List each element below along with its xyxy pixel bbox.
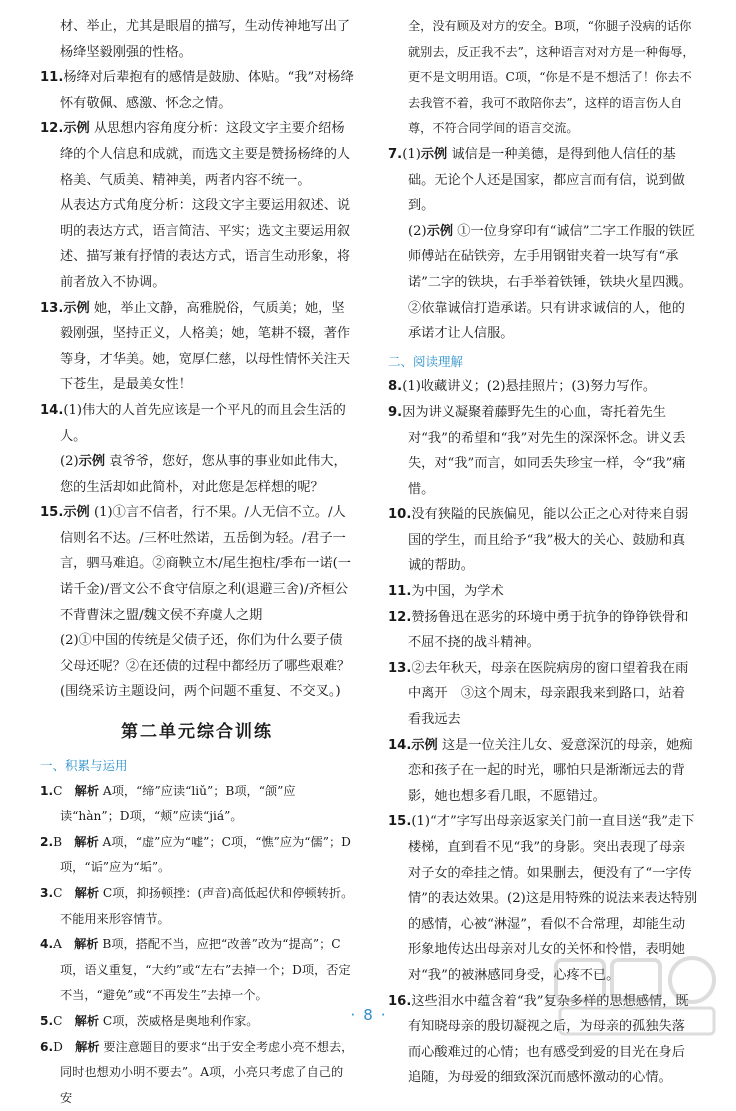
right-column <box>388 14 698 1091</box>
answer-7-part2 <box>388 219 698 347</box>
answer-text: ①一位身穿印有“诚信”二字工作服的铁匠师傅站在砧铁旁，左手用钢钳夹着一块写有“承诺”二字的铁块，右手举着铁锤，铁块火星四溅。②依靠诚信打造承诺。只有讲求诚信的人，他的承诺才让人信服。 <box>408 223 695 342</box>
item-number: 15. <box>388 814 412 830</box>
answer-13 <box>40 296 354 398</box>
page-number: 8 <box>363 1006 373 1024</box>
answer-6 <box>40 1035 354 1111</box>
answer-1 <box>40 779 354 830</box>
answer-11 <box>40 65 354 116</box>
answer-7 <box>388 142 698 219</box>
footer-dot-left: · <box>350 1006 356 1024</box>
example-label: 示例 <box>420 146 448 162</box>
item-number: 11. <box>388 584 412 600</box>
item-number: 7. <box>388 146 403 162</box>
example-label: 示例 <box>63 121 90 137</box>
answer-text: (1)收藏讲义；(2)悬挂照片；(3)努力写作。 <box>402 379 657 395</box>
answer-6-continuation: 全，没有顾及对方的安全。B项，“你腿子没病的话你就别去，反正我不去”，这种语言对对方是一种侮辱，更不是文明用语。C项，“你是不是不想活了！你去不去我管不着，我可不敢陪你去”，这样的语言伤人自尊，不符合同学间的语言交流。 <box>408 19 695 136</box>
item-number: 16. <box>388 993 412 1009</box>
analysis-label: 解析 <box>74 834 99 849</box>
sub-number: (2) <box>60 454 79 470</box>
item-number: 13. <box>388 660 412 676</box>
answer-text: 赞扬鲁迅在恶劣的环境中勇于抗争的铮铮铁骨和不屈不挠的战斗精神。 <box>408 609 689 651</box>
analysis-label: 解析 <box>74 1013 100 1028</box>
item-number: 4. <box>40 937 54 952</box>
answer-9 <box>388 400 698 502</box>
item-number: 6. <box>40 1039 54 1054</box>
item-number: 12. <box>388 609 412 625</box>
answer-15-part2: (2)①中国的传统是父债子还，你们为什么要子债父母还呢？②在还债的过程中都经历了哪些艰难？(围绕采访主题设问，两个问题不重复、不交叉。) <box>60 633 351 700</box>
item-number: 5. <box>40 1013 54 1028</box>
answer-12-part2: 从表达方式角度分析：这段文字主要运用叙述、说明的表达方式，语言简洁、平实；选文主要运用叙述、描写兼有抒情的表达方式，语言生动形象，将前者放入不协调。 <box>60 198 351 290</box>
choice-letter: C <box>53 783 63 798</box>
section-heading-accumulation: 一、积累与运用 <box>40 758 128 774</box>
footer-dot-right: · <box>380 1006 386 1024</box>
answer-14 <box>40 398 354 449</box>
item-number: 10. <box>388 507 412 523</box>
answer-text: (1)伟大的人首先应该是一个平凡的而且会生活的人。 <box>60 402 346 444</box>
item-number: 9. <box>388 404 403 420</box>
item-number: 15. <box>40 505 64 521</box>
analysis-label: 解析 <box>75 1039 100 1054</box>
answer-text: C项，抑扬顿挫：(声音)高低起伏和停顿转折。不能用来形容情节。 <box>60 886 354 926</box>
answer-text: B项，搭配不当，应把“改善”改为“提高”；C项，语义重复，“大约”或“左右”去掉一个；D项，否定不当，“避免”或“不再发生”去掉一个。 <box>60 937 351 1003</box>
example-label: 示例 <box>411 737 438 753</box>
example-label: 示例 <box>426 223 454 239</box>
answer-15 <box>40 500 354 628</box>
left-column <box>40 14 354 1111</box>
answer-text: 要注意题目的要求“出于安全考虑小亮不想去，同时也想劝小明不要去”。A项，小亮只考虑了自己的安 <box>60 1039 354 1105</box>
answer-11-right <box>388 579 698 605</box>
sub-number: (1) <box>402 146 421 162</box>
item-number: 12. <box>40 121 64 137</box>
analysis-label: 解析 <box>74 886 100 900</box>
item-number: 13. <box>40 300 64 316</box>
answer-continuation: 材、举止，尤其是眼眉的描写，生动传神地写出了杨绛坚毅刚强的性格。 <box>60 19 351 60</box>
item-number: 8. <box>388 379 403 395</box>
answer-text: 袁爷爷，您好，您从事的事业如此伟大，您的生活却如此简朴，对此您是怎样想的呢？ <box>60 454 347 495</box>
answer-13-right <box>388 656 698 733</box>
answer-text: 杨绛对后辈抱有的感情是鼓励、体贴。“我”对杨绛怀有敬佩、感激、怀念之情。 <box>60 70 354 111</box>
answer-text: 这是一位关注儿女、爱意深沉的母亲，她痴恋和孩子在一起的时光，哪怕只是渐渐远去的背影，她也想多看几眼，不愿错过。 <box>408 737 693 804</box>
answer-12 <box>40 116 354 193</box>
watermark-logo-icon <box>552 954 722 1040</box>
answer-text: 为中国，为学术 <box>411 584 504 600</box>
sub-number: (2) <box>408 223 427 239</box>
answer-text: 她，举止文静，高雅脱俗，气质美；她，坚毅刚强，坚持正义，人格美；她，笔耕不辍，著作等身，才华美。她，宽厚仁慈，以母性情怀关注天下苍生，是最美女性！ <box>60 300 351 393</box>
item-number: 3. <box>40 886 54 900</box>
example-label: 示例 <box>63 505 90 521</box>
answer-text: A项，“虚”应为“嘘”；C项，“憔”应为“儒”；D项，“诟”应为“垢”。 <box>60 834 351 875</box>
example-label: 示例 <box>63 300 90 316</box>
answer-text: 因为讲义凝聚着藤野先生的心血，寄托着先生对“我”的希望和“我”对先生的深深怀念。讲义丢失，对“我”而言，如同丢失珍宝一样，令“我”痛惜。 <box>402 404 686 497</box>
analysis-label: 解析 <box>74 783 100 798</box>
answer-2 <box>40 830 354 881</box>
answer-text: 没有狭隘的民族偏见，能以公正之心对待来自弱国的学生，而且给予“我”极大的关心、鼓励和真诚的帮助。 <box>408 507 689 574</box>
answer-4 <box>40 932 354 1009</box>
item-number: 11. <box>40 70 64 86</box>
unit-title: 第二单元综合训练 <box>121 722 273 743</box>
section-heading-reading: 二、阅读理解 <box>388 353 464 369</box>
analysis-label: 解析 <box>74 937 99 952</box>
answer-text: (1)①言不信者，行不果。/人无信不立。/人信则名不达。/三杯吐然诺，五岳倒为轻。/君子一言，驷马难追。②商鞅立木/尾生抱柱/季布一诺(一诺千金)/晋文公不食守信原之利(退避三舍)/齐桓公不背曹沫之盟/魏文侯不弃虞人之期 <box>60 505 351 623</box>
answer-14-right <box>388 733 698 810</box>
example-label: 示例 <box>78 454 106 470</box>
choice-letter: C <box>53 886 63 900</box>
answer-text: ②去年秋天，母亲在医院病房的窗口望着我在雨中离开 ③这个周末，母亲跟我来到路口，站着看我远去 <box>408 660 689 728</box>
answer-3 <box>40 881 354 932</box>
answer-text: A项，“缔”应读“liǔ”；B项，“颌”应读“hàn”；D项，“颊”应读“jiá”。 <box>60 783 296 824</box>
item-number: 14. <box>388 737 412 753</box>
answer-12-right <box>388 605 698 656</box>
item-number: 14. <box>40 402 64 418</box>
answer-text: 从思想内容角度分析：这段文字主要介绍杨绛的个人信息和成就，而选文主要是赞扬杨绛的人格美、气质美、精神美，两者内容不统一。 <box>60 121 351 188</box>
answer-text: C项，茨威格是奥地利作家。 <box>102 1013 259 1028</box>
answer-10 <box>388 502 698 579</box>
answer-text: 这些泪水中蕴含着“我”复杂多样的思想感情，既有知晓母亲的殷切凝视之后，为母亲的孤独失落而心酸难过的心情；也有感受到爱的目光在身后追随，为母爱的细致深沉而感怀激动的心情。 <box>408 993 689 1086</box>
answer-8 <box>388 374 698 400</box>
answer-text: (1)“才”字写出母亲返家关门前一直目送“我”走下楼梯，直到看不见“我”的身影。突出表现了母亲对子女的牵挂之情。如果删去，便没有了“一字传情”的表达效果。(2)这是用特殊的说法来表达特别的感情，心被“淋湿”，看似不合常理，却能生动形象地传达出母亲对儿女的关怀和怜惜，表明她对“我”的被淋感同身受，心疼不已。 <box>408 814 698 983</box>
choice-letter: A <box>53 937 62 952</box>
item-number: 1. <box>40 783 54 798</box>
choice-letter: D <box>53 1039 63 1054</box>
choice-letter: B <box>53 834 63 849</box>
choice-letter: C <box>53 1013 63 1028</box>
answer-14-part2 <box>40 449 354 500</box>
item-number: 2. <box>40 834 54 849</box>
answer-text: 诚信是一种美德，是得到他人信任的基础。无论个人还是国家，都应言而有信，说到做到。 <box>408 146 685 214</box>
